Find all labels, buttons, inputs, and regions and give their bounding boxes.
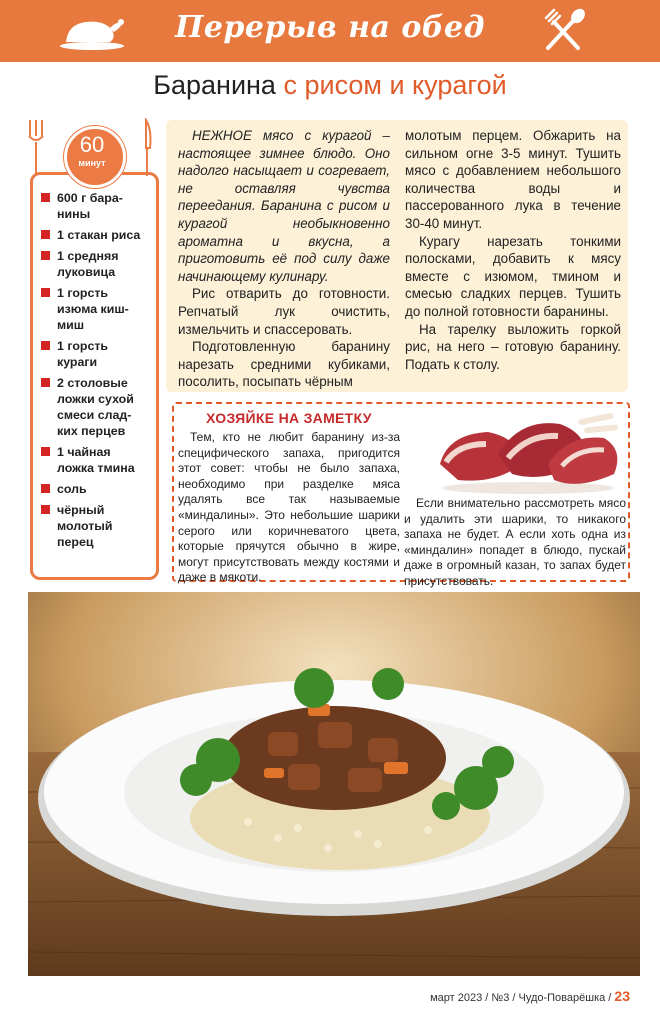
ingredient-item: 1 чайная ложка тмина xyxy=(41,444,151,476)
tip-text-left: Тем, кто не любит баранину из-за специфического запаха, пригодится этот совет: чтобы не было запаха, необходимо при разделке мяса удалять все так называемые «миндалины». Это небольшие шарики серого или коричневатого цвета, которые прячутся обычно в жире, могут присутствовать между костями и даже в мякоти. xyxy=(178,430,400,585)
bullet-icon xyxy=(41,447,50,456)
bullet-icon xyxy=(41,251,50,260)
bullet-icon xyxy=(41,230,50,239)
recipe-step: На тарелку выложить горкой рис, на него – готовую баранину. Подать к столу. xyxy=(405,321,621,372)
recipe-column-right xyxy=(405,127,621,373)
bullet-icon xyxy=(41,505,50,514)
ingredients-list xyxy=(41,190,151,555)
page-footer xyxy=(430,988,630,1004)
ingredient-item: 1 стакан риса xyxy=(41,227,151,243)
recipe-step: Курагу нарезать тонкими полосками, добавить к мясу вместе с изюмом, тмином и смесью сладких перцев. Тушить до полной готовности баранины. xyxy=(405,233,621,319)
cooking-time-unit: минут xyxy=(78,158,106,168)
page-number: 23 xyxy=(614,988,630,1004)
recipe-title-main: Баранина xyxy=(153,70,276,100)
recipe-title xyxy=(0,70,660,101)
bullet-icon xyxy=(41,341,50,350)
dish-photo xyxy=(28,592,640,976)
issue-info: март 2023 / №3 / Чудо-Поварёшка / xyxy=(430,992,612,1004)
bullet-icon xyxy=(41,288,50,297)
recipe-step: молотым перцем. Обжарить на сильном огне 3-5 минут. Тушить мясо с добавлением небольшого количества воды и пассерованного лука в течение 30-40 минут. xyxy=(405,128,621,231)
knife-icon xyxy=(138,118,154,178)
section-header xyxy=(0,0,660,62)
tip-title: ХОЗЯЙКЕ НА ЗАМЕТКУ xyxy=(206,410,372,426)
recipe-step: Подготовленную баранину нарезать средними кубиками, посолить, посыпать чёрным xyxy=(178,339,390,390)
tip-text-right: Если внимательно рассмотреть мясо и удалить эти шарики, то никакого запаха не будет. А если хоть одна из «миндалин» попадет в блюдо, пускай даже в огромный казан, то запах будет присутствовать. xyxy=(404,496,626,588)
ingredient-item: 1 горсть кураги xyxy=(41,338,151,370)
bullet-icon xyxy=(41,378,50,387)
recipe-column-left xyxy=(178,127,390,391)
ingredient-item: 1 средняя луковица xyxy=(41,248,151,280)
bullet-icon xyxy=(41,193,50,202)
cooking-time-value: 60 xyxy=(79,132,105,157)
fork-icon xyxy=(26,118,46,178)
cooking-time-badge xyxy=(52,118,132,198)
ingredient-item: соль xyxy=(41,481,151,497)
raw-lamb-ribs-image xyxy=(428,404,628,496)
recipe-title-accent: с рисом и курагой xyxy=(283,70,507,100)
ingredient-item: 600 г бара-нины xyxy=(41,190,151,222)
ingredient-item: 1 горсть изюма киш-миш xyxy=(41,285,151,333)
fork-spoon-icon xyxy=(540,8,586,54)
recipe-step: Рис отварить до готовности. Репчатый лук очистить, измельчить и спассеровать. xyxy=(178,286,390,337)
section-title: Перерыв на обед xyxy=(174,10,486,45)
ingredient-item: 2 столовые ложки сухой смеси слад-ких перцев xyxy=(41,375,151,439)
recipe-intro: НЕЖНОЕ мясо с курагой – настоящее зимнее блюдо. Оно надолго насыщает и согревает, не оставляя чувства переедания. Баранина с рисом и курагой необыкновенно ароматна и вкусна, а приготовить её под силу даже начинающему кулинару. xyxy=(178,128,390,284)
ingredient-item: чёрный молотый перец xyxy=(41,502,151,550)
bullet-icon xyxy=(41,484,50,493)
